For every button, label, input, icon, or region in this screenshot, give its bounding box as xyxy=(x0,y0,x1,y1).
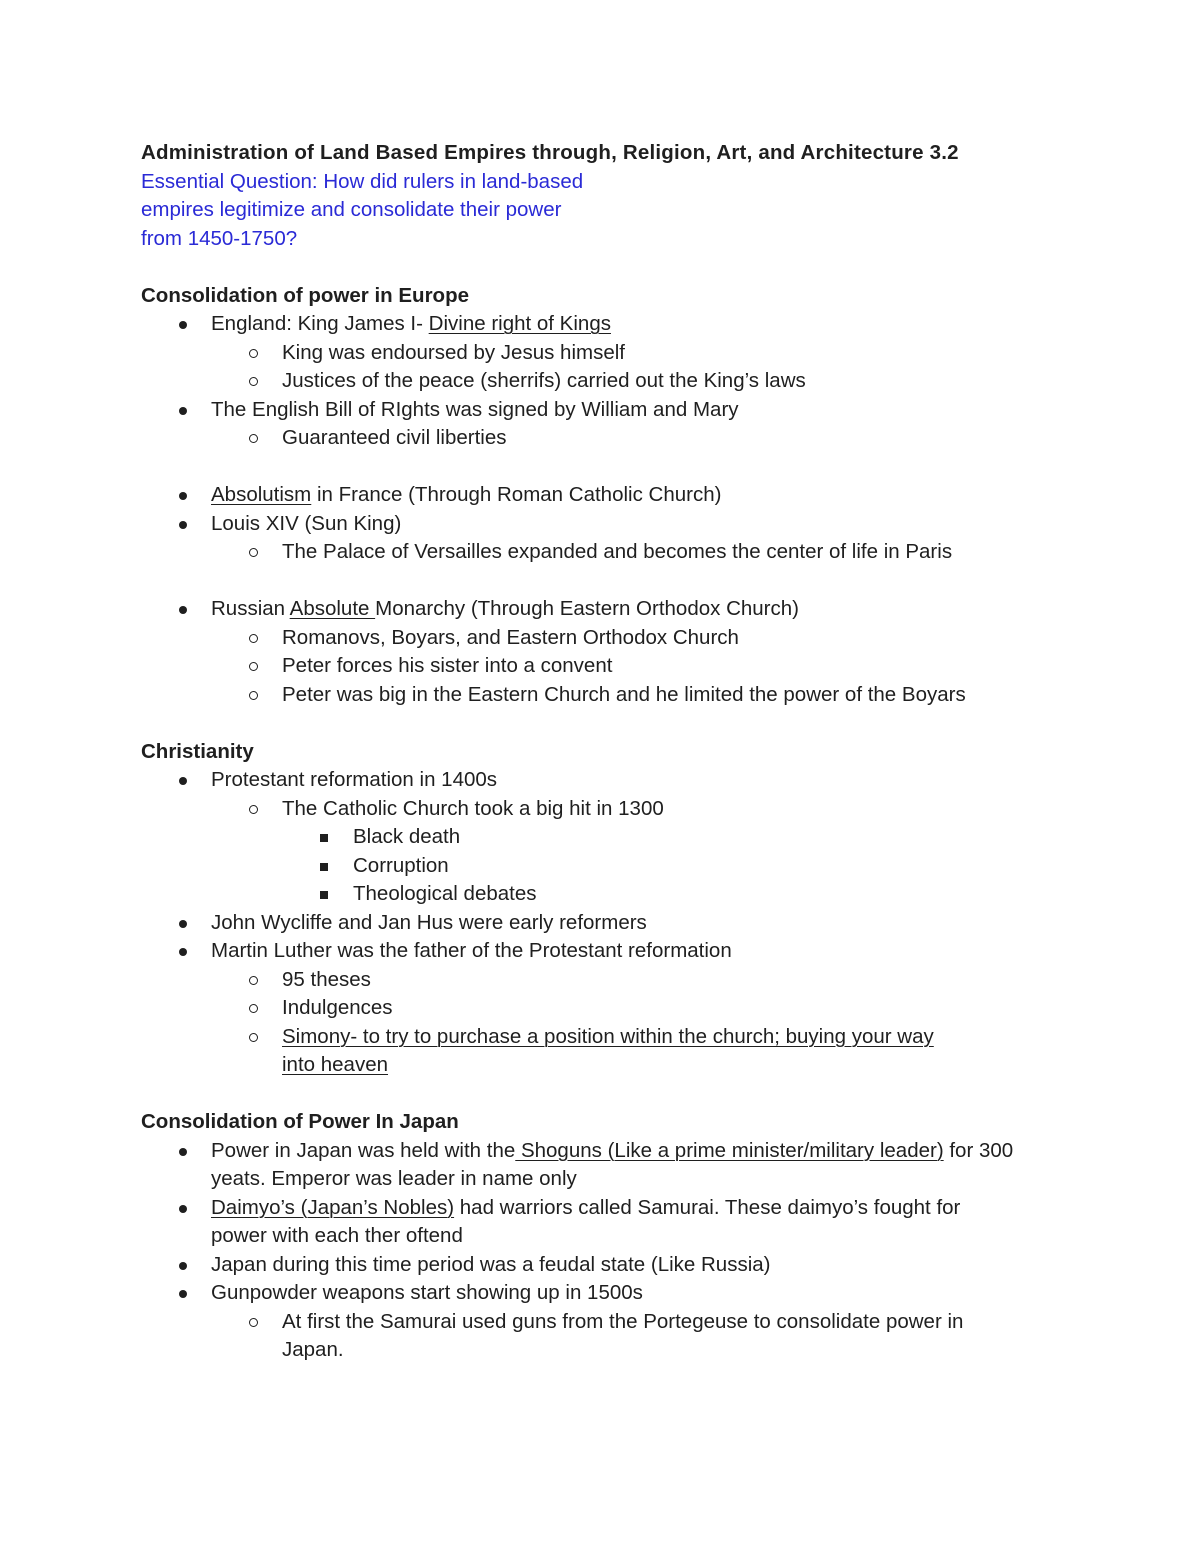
bullet-disc-icon xyxy=(179,321,187,329)
bullet-disc-icon xyxy=(179,1148,187,1156)
bullet-circle-icon xyxy=(249,976,258,985)
bullet-circle-icon xyxy=(249,377,258,386)
underlined-term: Daimyo’s (Japan’s Nobles) xyxy=(211,1195,455,1219)
list-item: Gunpowder weapons start showing up in 1500s xyxy=(141,1279,1041,1308)
bullet-circle-icon xyxy=(249,548,258,557)
list-item: Protestant reformation in 1400s xyxy=(141,766,1041,795)
underlined-term: Simony- to try to purchase a position within the church; buying your way into heaven xyxy=(282,1024,934,1076)
list-item: Martin Luther was the father of the Protestant reformation xyxy=(141,937,1041,966)
bullet-square-icon xyxy=(320,834,328,842)
list-item: Theological debates xyxy=(141,880,1041,909)
bullet-circle-icon xyxy=(249,634,258,643)
list-item: John Wycliffe and Jan Hus were early reformers xyxy=(141,909,1041,938)
list-item: Romanovs, Boyars, and Eastern Orthodox Church xyxy=(141,624,1041,653)
list-item: Russian Absolute Monarchy (Through Eastern Orthodox Church) xyxy=(141,595,1041,624)
bullet-circle-icon xyxy=(249,1004,258,1013)
bullet-square-icon xyxy=(320,891,328,899)
list-item xyxy=(141,1023,947,1080)
essential-question-line-2: empires legitimize and consolidate their power xyxy=(141,198,562,221)
spacer xyxy=(141,1080,1041,1109)
bullet-circle-icon xyxy=(249,1318,258,1327)
document-content xyxy=(141,139,1041,1365)
underlined-term: Divine right of Kings xyxy=(428,312,611,335)
underlined-term: Shoguns (Like a prime minister/military leader) xyxy=(515,1138,944,1162)
list-item: Guaranteed civil liberties xyxy=(141,424,1041,453)
list-item: King was endoursed by Jesus himself xyxy=(141,339,1041,368)
spacer xyxy=(141,453,1041,482)
list-item: Louis XIV (Sun King) xyxy=(141,510,1041,539)
list-item: Indulgences xyxy=(141,994,1041,1023)
list-item: England: King James I- Divine right of Kings xyxy=(141,310,1041,339)
section-heading-europe: Consolidation of power in Europe xyxy=(141,283,469,307)
list-item: Japan during this time period was a feudal state (Like Russia) xyxy=(141,1251,1041,1280)
bullet-disc-icon xyxy=(179,1290,187,1298)
bullet-circle-icon xyxy=(249,349,258,358)
list-item: Absolutism in France (Through Roman Catholic Church) xyxy=(141,481,1041,510)
list-item: 95 theses xyxy=(141,966,1041,995)
list-item: Corruption xyxy=(141,852,1041,881)
bullet-disc-icon xyxy=(179,521,187,529)
bullet-circle-icon xyxy=(249,805,258,814)
bullet-square-icon xyxy=(320,863,328,871)
document-title: Administration of Land Based Empires through, Religion, Art, and Architecture 3.2 xyxy=(141,141,959,164)
section-heading-christianity: Christianity xyxy=(141,739,254,763)
bullet-circle-icon xyxy=(249,691,258,700)
essential-question-line-3: from 1450-1750? xyxy=(141,226,298,250)
spacer xyxy=(141,253,1041,282)
bullet-disc-icon xyxy=(179,777,187,785)
underlined-term: Absolutism xyxy=(211,483,312,506)
list-item: Justices of the peace (sherrifs) carried out the King’s laws xyxy=(141,367,1041,396)
spacer xyxy=(141,567,1041,596)
bullet-disc-icon xyxy=(179,920,187,928)
list-item: Black death xyxy=(141,823,1041,852)
list-item: At first the Samurai used guns from the Portegeuse to consolidate power in Japan. xyxy=(141,1308,1017,1365)
bullet-disc-icon xyxy=(179,1205,187,1213)
list-item: Peter forces his sister into a convent xyxy=(141,652,1041,681)
list-item: Daimyo’s (Japan’s Nobles) had warriors called Samurai. These daimyo’s fought for power with each ther oftend xyxy=(141,1194,1011,1251)
bullet-circle-icon xyxy=(249,1033,258,1042)
bullet-disc-icon xyxy=(179,492,187,500)
essential-question-line-1: Essential Question: How did rulers in land-based xyxy=(141,169,584,193)
list-item: The English Bill of RIghts was signed by William and Mary xyxy=(141,396,1041,425)
list-item: The Catholic Church took a big hit in 1300 xyxy=(141,795,1041,824)
bullet-disc-icon xyxy=(179,606,187,614)
bullet-disc-icon xyxy=(179,407,187,415)
list-item: The Palace of Versailles expanded and becomes the center of life in Paris xyxy=(141,538,1041,567)
bullet-disc-icon xyxy=(179,1262,187,1270)
spacer xyxy=(141,709,1041,738)
bullet-circle-icon xyxy=(249,662,258,671)
list-item: Peter was big in the Eastern Church and he limited the power of the Boyars xyxy=(141,681,1041,710)
bullet-circle-icon xyxy=(249,434,258,443)
list-item: Power in Japan was held with the Shoguns (Like a prime minister/military leader) for 300 yeats. Emperor was leader in name only xyxy=(141,1137,1021,1194)
underlined-term: Absolute xyxy=(289,597,376,620)
section-heading-japan: Consolidation of Power In Japan xyxy=(141,1110,459,1133)
bullet-disc-icon xyxy=(179,948,187,956)
